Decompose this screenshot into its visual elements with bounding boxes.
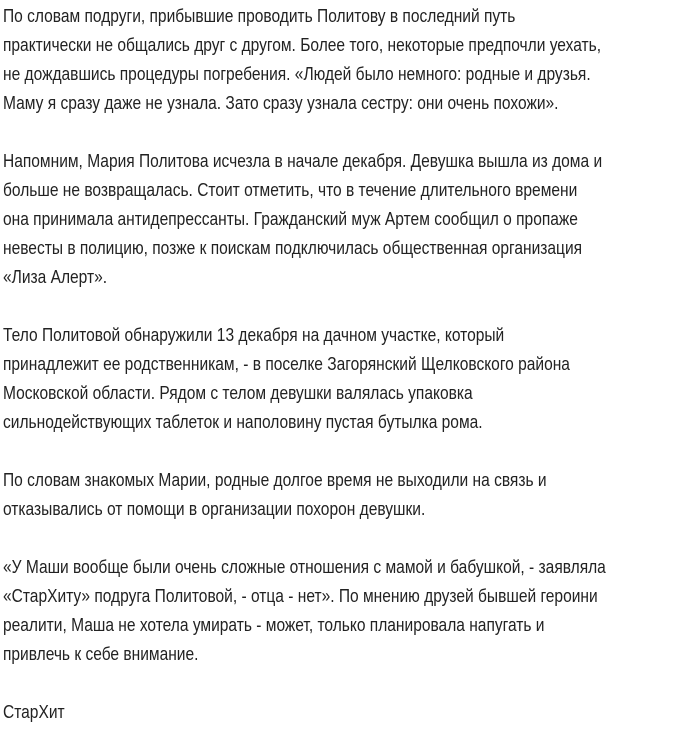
text-line: принадлежит ее родственникам, - в поселке Загорянский Щелковского района [3,353,570,374]
article-paragraph [3,1,699,117]
article-body [3,1,699,755]
text-line: «У Маши вообще были очень сложные отношения с мамой и бабушкой, - заявляла [3,556,606,577]
text-line: «СтарХиту» подруга Политовой, - отца - нет». По мнению друзей бывшей героини [3,585,598,606]
article-paragraph [3,320,699,436]
text-line: она принимала антидепрессанты. Гражданский муж Артем сообщил о пропаже [3,208,578,229]
text-line: сильнодействующих таблеток и наполовину пустая бутылка рома. [3,411,483,432]
text-line: не дождавшись процедуры погребения. «Людей было немного: родные и друзья. [3,63,591,84]
article-paragraph [3,465,699,523]
text-line: Напомним, Мария Политова исчезла в начале декабря. Девушка вышла из дома и [3,150,603,171]
text-line: Тело Политовой обнаружили 13 декабря на дачном участке, который [3,324,505,345]
text-line: невесты в полицию, позже к поискам подключилась общественная организация [3,237,583,258]
text-line: привлечь к себе внимание. [3,643,199,664]
text-line: По словам подруги, прибывшие проводить Политову в последний путь [3,5,516,26]
article-paragraph [3,552,699,668]
text-line: Маму я сразу даже не узнала. Зато сразу узнала сестру: они очень похожи». [3,92,559,113]
article-source [3,697,699,726]
text-line: По словам знакомых Марии, родные долгое время не выходили на связь и [3,469,547,490]
text-line: «Лиза Алерт». [3,266,108,287]
text-line: реалити, Маша не хотела умирать - может, только планировала напугать и [3,614,545,635]
text-line: отказывались от помощи в организации похорон девушки. [3,498,426,519]
text-line: СтарХит [3,701,65,722]
text-line: практически не общались друг с другом. Более того, некоторые предпочли уехать, [3,34,602,55]
article-paragraph [3,146,699,291]
text-line: Московской области. Рядом с телом девушки валялась упаковка [3,382,473,403]
text-line: больше не возвращалась. Стоит отметить, что в течение длительного времени [3,179,578,200]
